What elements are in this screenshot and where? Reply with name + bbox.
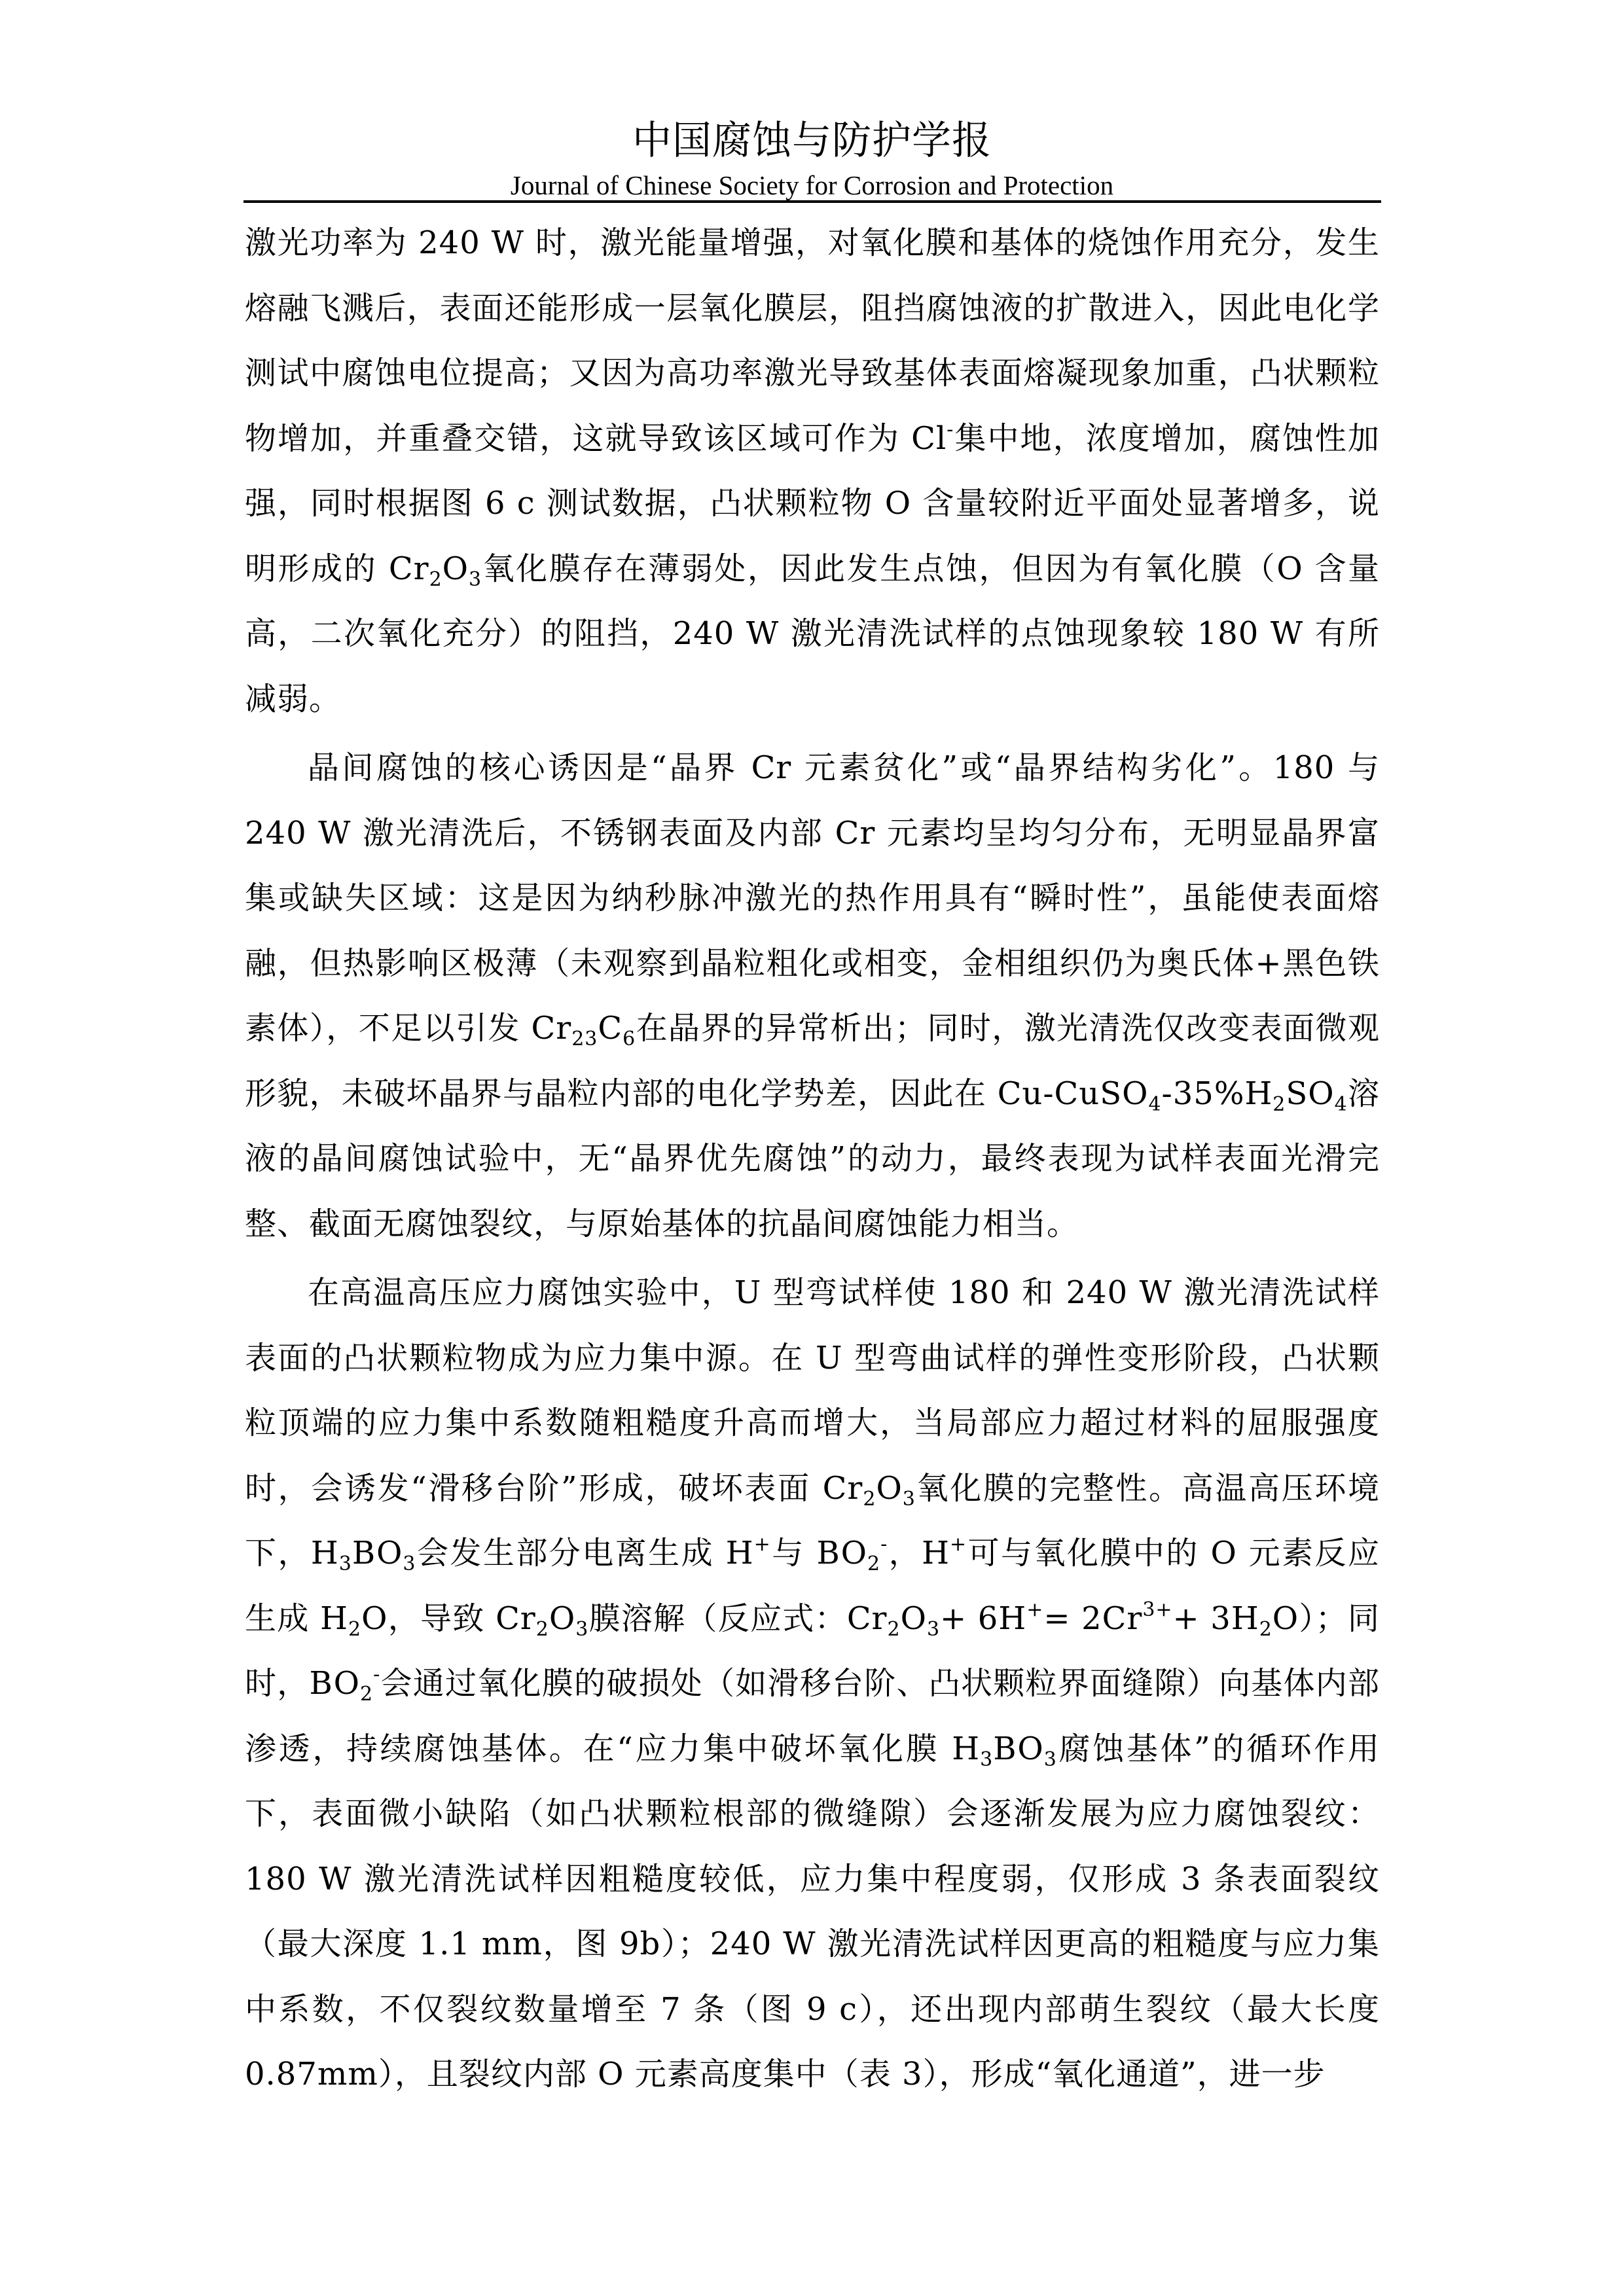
article-body xyxy=(245,211,1380,2108)
journal-title-cn: 中国腐蚀与防护学报 xyxy=(632,118,992,164)
journal-title-en: Journal of Chinese Society for Corrosion and Protection xyxy=(510,170,1114,200)
paragraph-3: 在高温高压应力腐蚀实验中，U 型弯试样使 180 和 240 W 激光清洗试样表面的凸状颗粒物成为应力集中源。在 U 型弯曲试样的弹性变形阶段，凸状颗粒顶端的应力集中系数随粗糙度升高而增大，当局部应力超过材料的屈服强度时，会诱发“滑移台阶”形成，破坏表面 $Cr_2O_3$氧化膜的完整性。高温高压环境下，$H_3BO_3$会发生部分电离生成 H+与 $BO_2^-$，H+可与氧化膜中的 O 元素反应生成 $H_2O$，导致 $Cr_2O_3$膜溶解（反应式：$Cr_2O_3+ 6H^+= 2Cr^{3+}+ 3H_2O$）；同时，$BO_2^-$会通过氧化膜的破损处（如滑移台阶、凸状颗粒界面缝隙）向基体内部渗透，持续腐蚀基体。在“应力集中破坏氧化膜 $H_3BO_3$腐蚀基体”的循环作用下，表面微小缺陷（如凸状颗粒根部的微缝隙）会逐渐发展为应力腐蚀裂纹：180 W 激光清洗试样因粗糙度较低，应力集中程度弱，仅形成 3 条表面裂纹（最大深度 1.1 mm，图 9b）；240 W 激光清洗试样因更高的粗糙度与应力集中系数，不仅裂纹数量增至 7 条（图 9 c），还出现内部萌生裂纹（最大长度 0.87mm），且裂纹内部 O 元素高度集中（表 3），形成“氧化通道”，进一步 xyxy=(245,1274,1380,2092)
paragraph-1: 激光功率为 240 W 时，激光能量增强，对氧化膜和基体的烧蚀作用充分，发生熔融飞溅后，表面还能形成一层氧化膜层，阻挡腐蚀液的扩散进入，因此电化学测试中腐蚀电位提高；又因为高功率激光导致基体表面熔凝现象加重，凸状颗粒物增加，并重叠交错，这就导致该区域可作为 Cl-集中地，浓度增加，腐蚀性加强，同时根据图 6 c 测试数据，凸状颗粒物 O 含量较附近平面处显著增多，说明形成的 $Cr_2O_3$氧化膜存在薄弱处，因此发生点蚀，但因为有氧化膜（O 含量高，二次氧化充分）的阻挡，240 W 激光清洗试样的点蚀现象较 180 W 有所减弱。 xyxy=(245,224,1380,717)
paragraph-2: 晶间腐蚀的核心诱因是“晶界 Cr 元素贫化”或“晶界结构劣化”。180 与 240 W 激光清洗后，不锈钢表面及内部 Cr 元素均呈均匀分布，无明显晶界富集或缺失区域：这是因为纳秒脉冲激光的热作用具有“瞬时性”，虽能使表面熔融，但热影响区极薄（未观察到晶粒粗化或相变，金相组织仍为奥氏体+黑色铁素体），不足以引发 $Cr_{23}C_6$在晶界的异常析出；同时，激光清洗仅改变表面微观形貌，未破坏晶界与晶粒内部的电化学势差，因此在 $Cu-CuSO_4-35\%H_2SO_4$溶液的晶间腐蚀试验中，无“晶界优先腐蚀”的动力，最终表现为试样表面光滑完整、截面无腐蚀裂纹，与原始基体的抗晶间腐蚀能力相当。 xyxy=(245,749,1380,1242)
header-rule xyxy=(244,200,1381,203)
